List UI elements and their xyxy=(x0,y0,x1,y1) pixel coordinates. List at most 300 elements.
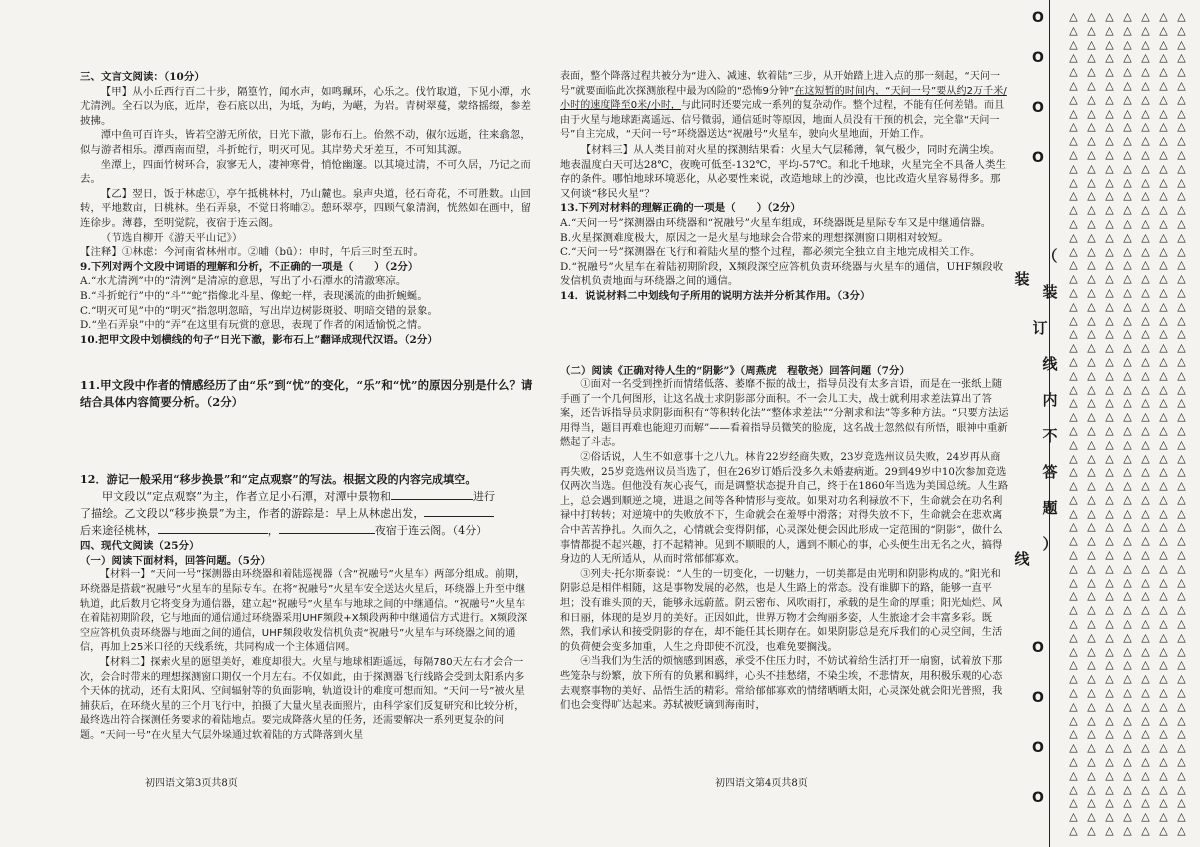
triangle-icon: △ xyxy=(1141,534,1150,548)
q12-line2-text: 了描绘。乙文段以“移步换景”为主，作者的游踪是：早上从林虑出发， xyxy=(80,507,425,521)
q12-line3-text-c: 夜宿于连云阁。（4分） xyxy=(374,524,488,538)
triangle-row xyxy=(1068,714,1200,728)
binding-circle-icon: O xyxy=(1032,100,1044,116)
triangle-icon: △ xyxy=(1087,492,1096,506)
triangle-icon: △ xyxy=(1087,644,1096,658)
triangle-row xyxy=(1068,631,1200,645)
triangle-icon: △ xyxy=(1123,824,1132,838)
triangle-icon: △ xyxy=(1159,396,1168,410)
triangle-icon: △ xyxy=(1159,451,1168,465)
triangle-icon: △ xyxy=(1087,244,1096,258)
triangle-icon: △ xyxy=(1069,65,1078,79)
triangle-icon: △ xyxy=(1123,713,1132,727)
triangle-icon: △ xyxy=(1105,741,1114,755)
triangle-icon: △ xyxy=(1123,51,1132,65)
triangle-icon: △ xyxy=(1123,465,1132,479)
triangle-row xyxy=(1068,507,1200,521)
question-13-option-c: C.“天问一号”探测器在飞行和着陆火星的整个过程，都必须完全独立自主地完成相关工作。 xyxy=(560,246,981,259)
right-column xyxy=(560,70,1010,714)
triangle-icon: △ xyxy=(1069,672,1078,686)
triangle-icon: △ xyxy=(1159,230,1168,244)
triangle-icon: △ xyxy=(1069,244,1078,258)
triangle-icon: △ xyxy=(1069,451,1078,465)
triangle-icon: △ xyxy=(1087,741,1096,755)
triangle-icon: △ xyxy=(1141,451,1150,465)
triangle-icon: △ xyxy=(1069,699,1078,713)
triangle-icon: △ xyxy=(1105,285,1114,299)
triangle-icon: △ xyxy=(1069,23,1078,37)
triangle-icon: △ xyxy=(1087,575,1096,589)
triangle-icon: △ xyxy=(1105,396,1114,410)
triangle-icon: △ xyxy=(1069,106,1078,120)
triangle-icon: △ xyxy=(1123,810,1132,824)
triangle-icon: △ xyxy=(1123,272,1132,286)
triangle-icon: △ xyxy=(1069,51,1078,65)
triangle-icon: △ xyxy=(1177,299,1186,313)
binding-text-ti: 题 xyxy=(1042,499,1058,517)
triangle-icon: △ xyxy=(1123,23,1132,37)
triangle-icon: △ xyxy=(1159,51,1168,65)
triangle-icon: △ xyxy=(1105,161,1114,175)
triangle-icon: △ xyxy=(1069,78,1078,92)
triangle-icon: △ xyxy=(1177,161,1186,175)
material-2-underlined-sentence: 在这短暂的时间内，“天问一号”要从约2万千米/小时的速度降至0米/小时， xyxy=(560,85,1007,112)
triangle-icon: △ xyxy=(1087,354,1096,368)
triangle-icon: △ xyxy=(1105,672,1114,686)
triangle-icon: △ xyxy=(1123,299,1132,313)
triangle-icon: △ xyxy=(1159,727,1168,741)
triangle-icon: △ xyxy=(1141,92,1150,106)
triangle-icon: △ xyxy=(1141,548,1150,562)
triangle-icon: △ xyxy=(1177,451,1186,465)
triangle-icon: △ xyxy=(1123,755,1132,769)
triangle-icon: △ xyxy=(1087,258,1096,272)
triangle-icon: △ xyxy=(1177,699,1186,713)
triangle-icon: △ xyxy=(1069,548,1078,562)
triangle-icon: △ xyxy=(1123,285,1132,299)
triangle-icon: △ xyxy=(1159,120,1168,134)
triangle-icon: △ xyxy=(1141,120,1150,134)
triangle-icon: △ xyxy=(1105,465,1114,479)
triangle-icon: △ xyxy=(1177,824,1186,838)
triangle-icon: △ xyxy=(1123,451,1132,465)
triangle-icon: △ xyxy=(1159,741,1168,755)
triangle-icon: △ xyxy=(1159,216,1168,230)
material-2-continued xyxy=(560,70,1010,143)
triangle-icon: △ xyxy=(1159,768,1168,782)
triangle-icon: △ xyxy=(1177,78,1186,92)
triangle-row xyxy=(1068,396,1200,410)
triangle-icon: △ xyxy=(1177,189,1186,203)
q12-line3-text-b: ， xyxy=(267,524,279,538)
triangle-icon: △ xyxy=(1177,10,1186,23)
triangle-icon: △ xyxy=(1123,617,1132,631)
triangle-icon: △ xyxy=(1087,589,1096,603)
triangle-icon: △ xyxy=(1141,506,1150,520)
triangle-icon: △ xyxy=(1141,78,1150,92)
triangle-icon: △ xyxy=(1141,741,1150,755)
triangle-row xyxy=(1068,824,1200,838)
triangle-icon: △ xyxy=(1105,727,1114,741)
triangle-row xyxy=(1068,479,1200,493)
triangle-icon: △ xyxy=(1177,120,1186,134)
triangle-row xyxy=(1068,493,1200,507)
triangle-icon: △ xyxy=(1159,506,1168,520)
material-1: 【材料一】“天问一号”探测器由环绕器和着陆巡视器（含“祝融号”火星车）两部分组成。前期，环绕器是搭载“祝融号”火星车的星际专车。在将“祝融号”火星车安全送达火星后，环绕器上升至中继轨道，此后数月它将变身为通信器，建立起“祝融号”火星车与地球之间的中继通信。“祝融号”火星车在着陆初期阶段，它与地面的通信通过环绕器采用UHF频段+X频段两种中继通信方式进行。X频段深空应答机负责环绕器与地面之间的通信，UHF频段收发信机负责“祝融号”火星车与环绕器之间的通信，再加上25米口径的天线系统，共同构成一个主体通信网。 xyxy=(80,569,528,654)
triangle-icon: △ xyxy=(1141,713,1150,727)
triangle-icon: △ xyxy=(1087,272,1096,286)
triangle-icon: △ xyxy=(1141,134,1150,148)
triangle-row xyxy=(1068,796,1200,810)
answer-space-14[interactable] xyxy=(560,304,1010,364)
right-page xyxy=(560,0,1010,847)
q12-blank-1[interactable] xyxy=(391,489,473,500)
triangle-icon: △ xyxy=(1123,161,1132,175)
triangle-row xyxy=(1068,369,1200,383)
question-12-stem: 12．游记一般采用“移步换景”和“定点观察”的写法。根据文段的内容完成填空。 xyxy=(80,473,477,487)
triangle-icon: △ xyxy=(1159,437,1168,451)
triangle-icon: △ xyxy=(1069,810,1078,824)
question-13-option-b: B.火星探测难度极大，原因之一是火星与地球会合带来的理想探测窗口期相对较短。 xyxy=(560,231,949,244)
triangle-icon: △ xyxy=(1141,658,1150,672)
question-9-stem: 9.下列对两个文段中词语的理解和分析，不正确的一项是（ ）（2分） xyxy=(80,260,419,273)
triangle-row xyxy=(1068,65,1200,79)
triangle-icon: △ xyxy=(1087,548,1096,562)
triangle-icon: △ xyxy=(1069,437,1078,451)
triangle-icon: △ xyxy=(1123,65,1132,79)
triangle-icon: △ xyxy=(1105,451,1114,465)
passage-jia-p1: 【甲】从小丘西行百二十步，隔篁竹，闻水声，如鸣珮环，心乐之。伐竹取道，下见小潭，水尤清洌。全石以为底，近岸，卷石底以出，为坻，为屿，为嵁，为岩。青树翠蔓，蒙络摇缀，参差披拂。 xyxy=(80,85,532,127)
triangle-row xyxy=(1068,327,1200,341)
triangle-icon: △ xyxy=(1177,423,1186,437)
triangle-icon: △ xyxy=(1159,189,1168,203)
triangle-row xyxy=(1068,286,1200,300)
triangle-icon: △ xyxy=(1069,313,1078,327)
triangle-icon: △ xyxy=(1159,368,1168,382)
triangle-icon: △ xyxy=(1177,796,1186,810)
triangle-icon: △ xyxy=(1087,672,1096,686)
triangle-icon: △ xyxy=(1123,203,1132,217)
triangle-icon: △ xyxy=(1159,686,1168,700)
triangle-icon: △ xyxy=(1123,589,1132,603)
triangle-icon: △ xyxy=(1105,120,1114,134)
binding-text-paren-close: ） xyxy=(1042,535,1058,553)
triangle-icon: △ xyxy=(1123,92,1132,106)
triangle-icon: △ xyxy=(1141,672,1150,686)
triangle-icon: △ xyxy=(1069,120,1078,134)
triangle-icon: △ xyxy=(1087,810,1096,824)
triangle-row xyxy=(1068,769,1200,783)
triangle-icon: △ xyxy=(1177,327,1186,341)
triangle-icon: △ xyxy=(1141,603,1150,617)
triangle-icon: △ xyxy=(1105,147,1114,161)
triangle-icon: △ xyxy=(1069,423,1078,437)
triangle-icon: △ xyxy=(1087,506,1096,520)
triangle-icon: △ xyxy=(1123,686,1132,700)
triangle-icon: △ xyxy=(1087,561,1096,575)
triangle-icon: △ xyxy=(1105,175,1114,189)
triangle-icon: △ xyxy=(1087,92,1096,106)
triangle-icon: △ xyxy=(1105,603,1114,617)
triangle-icon: △ xyxy=(1123,782,1132,796)
triangle-icon: △ xyxy=(1159,354,1168,368)
triangle-icon: △ xyxy=(1087,147,1096,161)
triangle-icon: △ xyxy=(1141,216,1150,230)
passage-jia-p2: 潭中鱼可百许头，皆若空游无所依，日光下澈，影布石上。佁然不动，俶尔远逝，往来翕忽，似与游者相乐。潭西南而望，斗折蛇行，明灭可见。其岸势犬牙差互，不可知其源。 xyxy=(80,129,531,156)
left-page-footer: 初四语文第3页共8页 xyxy=(145,778,238,789)
triangle-icon: △ xyxy=(1123,727,1132,741)
triangle-icon: △ xyxy=(1087,768,1096,782)
triangle-icon: △ xyxy=(1105,575,1114,589)
triangle-icon: △ xyxy=(1177,92,1186,106)
triangle-icon: △ xyxy=(1123,189,1132,203)
triangle-icon: △ xyxy=(1159,603,1168,617)
triangle-icon: △ xyxy=(1123,423,1132,437)
triangle-row xyxy=(1068,231,1200,245)
triangle-icon: △ xyxy=(1069,617,1078,631)
binding-text-da: 答 xyxy=(1042,463,1058,481)
triangle-icon: △ xyxy=(1141,589,1150,603)
q12-line1-text-a: 甲文段以“定点观察”为主，作者立足小石潭，对潭中景物和 xyxy=(102,490,391,504)
triangle-icon: △ xyxy=(1105,78,1114,92)
triangle-icon: △ xyxy=(1159,299,1168,313)
triangle-icon: △ xyxy=(1141,396,1150,410)
triangle-icon: △ xyxy=(1123,575,1132,589)
triangle-icon: △ xyxy=(1177,672,1186,686)
triangle-icon: △ xyxy=(1177,106,1186,120)
triangle-row xyxy=(1068,741,1200,755)
triangle-icon: △ xyxy=(1105,644,1114,658)
triangle-icon: △ xyxy=(1177,368,1186,382)
triangle-icon: △ xyxy=(1105,410,1114,424)
triangle-icon: △ xyxy=(1177,630,1186,644)
question-9-option-c: C.“明灭可见”中的“明灭”指忽明忽暗，写出岸边树影斑驳、明暗交错的景象。 xyxy=(80,304,438,317)
triangle-icon: △ xyxy=(1177,617,1186,631)
triangle-icon: △ xyxy=(1141,106,1150,120)
triangle-icon: △ xyxy=(1177,230,1186,244)
triangle-icon: △ xyxy=(1177,506,1186,520)
triangle-icon: △ xyxy=(1087,368,1096,382)
triangle-icon: △ xyxy=(1105,189,1114,203)
triangle-icon: △ xyxy=(1177,727,1186,741)
q12-blank-2[interactable] xyxy=(424,506,494,517)
triangle-icon: △ xyxy=(1177,479,1186,493)
triangle-icon: △ xyxy=(1141,617,1150,631)
question-12-line3 xyxy=(80,522,534,539)
triangle-icon: △ xyxy=(1123,768,1132,782)
triangle-row xyxy=(1068,341,1200,355)
triangle-icon: △ xyxy=(1141,354,1150,368)
triangle-icon: △ xyxy=(1105,272,1114,286)
triangle-icon: △ xyxy=(1105,382,1114,396)
triangle-icon: △ xyxy=(1069,92,1078,106)
triangle-row xyxy=(1068,589,1200,603)
triangle-icon: △ xyxy=(1069,561,1078,575)
triangle-icon: △ xyxy=(1105,686,1114,700)
triangle-icon: △ xyxy=(1123,672,1132,686)
triangle-row xyxy=(1068,176,1200,190)
binding-circle-icon: O xyxy=(1032,10,1044,26)
question-9-option-a: A.“水尤清洌”中的“清洌”是清凉的意思，写出了小石潭水的清澈寒凉。 xyxy=(80,275,407,288)
triangle-icon: △ xyxy=(1177,741,1186,755)
triangle-icon: △ xyxy=(1141,520,1150,534)
triangle-row xyxy=(1068,120,1200,134)
binding-text-nei: 内 xyxy=(1042,391,1058,409)
triangle-icon: △ xyxy=(1177,51,1186,65)
triangle-icon: △ xyxy=(1069,203,1078,217)
binding-circle-icon: O xyxy=(1032,150,1044,166)
triangle-icon: △ xyxy=(1087,423,1096,437)
triangle-icon: △ xyxy=(1159,382,1168,396)
triangle-icon: △ xyxy=(1123,258,1132,272)
triangle-icon: △ xyxy=(1087,10,1096,23)
triangle-icon: △ xyxy=(1105,506,1114,520)
triangle-icon: △ xyxy=(1069,755,1078,769)
question-13-option-d: D.“祝融号”火星车在着陆初期阶段，X频段深空应答机负责环绕器与火星车的通信，UHF频段收发信机负责地面与环绕器之间的通信。 xyxy=(560,260,1004,288)
triangle-icon: △ xyxy=(1087,134,1096,148)
triangle-icon: △ xyxy=(1105,134,1114,148)
triangle-icon: △ xyxy=(1105,810,1114,824)
triangle-icon: △ xyxy=(1087,534,1096,548)
triangle-icon: △ xyxy=(1123,341,1132,355)
triangle-icon: △ xyxy=(1087,285,1096,299)
triangle-icon: △ xyxy=(1159,147,1168,161)
triangle-icon: △ xyxy=(1159,10,1168,23)
triangle-icon: △ xyxy=(1123,313,1132,327)
triangle-icon: △ xyxy=(1087,327,1096,341)
binding-label-zhuang: 装 xyxy=(1014,270,1030,288)
triangle-icon: △ xyxy=(1087,175,1096,189)
q12-line1-text-b: 进行 xyxy=(472,490,496,504)
triangle-row xyxy=(1068,672,1200,686)
triangle-row xyxy=(1068,438,1200,452)
triangle-icon: △ xyxy=(1069,630,1078,644)
triangle-icon: △ xyxy=(1105,327,1114,341)
triangle-icon: △ xyxy=(1105,561,1114,575)
material-2: 【材料二】探索火星的愿望美好，难度却很大。火星与地球相距遥远，每隔780天左右才会合一次，会合时带来的理想探测窗口期仅一个月左右。不仅如此，由于探测器飞行线路会受到太阳系内多个天体的扰动，还有太阳风、空间辐射等的负面影响，轨道设计的难度可想而知。“天问一号”被火星捕获后，在环绕火星的三个月飞行中，拍摄了大量火星表面照片，由科学家们反复研究和比较分析，最终选出符合探测任务要求的着陆地点。要完成降落火星的任务，还需要解决一系列更复杂的问题。“天问一号”在火星大气层外垛通过软着陆的方式降落到火星 xyxy=(80,657,525,741)
triangle-icon: △ xyxy=(1087,23,1096,37)
triangle-icon: △ xyxy=(1069,741,1078,755)
triangle-icon: △ xyxy=(1159,699,1168,713)
triangle-icon: △ xyxy=(1141,644,1150,658)
triangle-icon: △ xyxy=(1159,65,1168,79)
triangle-icon: △ xyxy=(1177,575,1186,589)
triangle-icon: △ xyxy=(1087,382,1096,396)
triangle-icon: △ xyxy=(1159,203,1168,217)
triangle-icon: △ xyxy=(1177,810,1186,824)
triangle-icon: △ xyxy=(1159,575,1168,589)
triangle-icon: △ xyxy=(1123,699,1132,713)
triangle-icon: △ xyxy=(1087,658,1096,672)
section4-heading: 四、现代文阅读（25分） xyxy=(80,540,200,553)
triangle-icon: △ xyxy=(1159,548,1168,562)
triangle-icon: △ xyxy=(1159,492,1168,506)
triangle-icon: △ xyxy=(1159,658,1168,672)
triangle-icon: △ xyxy=(1177,216,1186,230)
triangle-icon: △ xyxy=(1159,313,1168,327)
triangle-icon: △ xyxy=(1105,782,1114,796)
left-page xyxy=(0,0,560,847)
triangle-icon: △ xyxy=(1159,617,1168,631)
triangle-icon: △ xyxy=(1123,520,1132,534)
triangle-icon: △ xyxy=(1123,534,1132,548)
triangle-icon: △ xyxy=(1069,410,1078,424)
triangle-icon: △ xyxy=(1105,354,1114,368)
triangle-icon: △ xyxy=(1159,106,1168,120)
triangle-icon: △ xyxy=(1105,203,1114,217)
triangle-icon: △ xyxy=(1159,479,1168,493)
triangle-icon: △ xyxy=(1177,437,1186,451)
triangle-icon: △ xyxy=(1105,630,1114,644)
question-12-line1 xyxy=(80,488,534,505)
triangle-icon: △ xyxy=(1069,147,1078,161)
answer-space-11[interactable] xyxy=(80,411,534,471)
q12-blank-3[interactable] xyxy=(158,523,268,534)
triangle-icon: △ xyxy=(1123,548,1132,562)
triangle-icon: △ xyxy=(1087,203,1096,217)
triangle-icon: △ xyxy=(1069,175,1078,189)
triangle-icon: △ xyxy=(1069,727,1078,741)
triangle-icon: △ xyxy=(1159,341,1168,355)
material-2-cont-a: 表面，整个降落过程共被分为“进入、减速、软着陆”三步，从开始踏上进入点的那一刻起，“天问一号”就要面临此次探测旅程中最为凶险的“恐怖9分钟” xyxy=(560,71,1001,97)
question-9-option-d: D.“坐石弄泉”中的“弄”在这里有玩赏的意思，表现了作者的闲适愉悦之情。 xyxy=(80,319,428,332)
triangle-icon: △ xyxy=(1177,37,1186,51)
triangle-icon: △ xyxy=(1141,341,1150,355)
triangle-icon: △ xyxy=(1087,630,1096,644)
triangle-icon: △ xyxy=(1069,782,1078,796)
triangle-icon: △ xyxy=(1123,479,1132,493)
triangle-icon: △ xyxy=(1177,258,1186,272)
triangle-icon: △ xyxy=(1087,755,1096,769)
q12-blank-4[interactable] xyxy=(279,523,375,534)
triangle-icon: △ xyxy=(1141,313,1150,327)
essay-paragraph-4: ④当我们为生活的烦恼感到困惑，承受不住压力时，不妨试着给生活打开一扇窗，试着放下那些笼杂与纷繁，放下所有的负累和羁绊，心头不挂愁绪，不染尘埃，不悲情灰，用积极乐观的心态去观察事物的美好、品悟生活的精彩。常给郁郁寡欢的情绪晒晒太阳，心灵深处就会阳光普照，我们也会变得旷达起来。苏轼被贬谪到海南时， xyxy=(560,656,1003,712)
triangle-icon: △ xyxy=(1105,437,1114,451)
essay-paragraph-1: ①面对一名受到挫折而情绪低落、萎靡不振的战士，指导员没有太多言语，而是在一张纸上随手画了一个几何图形，让这名战士求阴影部分面积。不一会儿工夫，战士就利用求差法算出了答案，还告诉指导员求阴影面积有“等积转化法”“整体求差法”“分割求和法”等多种方法。“只要方法运用得当，题目再难也能迎刃而解”——看着指导员微笑的脸庞，这名战士忽然似有所悟，眼神中重新燃起了斗志。 xyxy=(560,379,1009,449)
triangle-icon: △ xyxy=(1105,37,1114,51)
triangle-icon: △ xyxy=(1159,285,1168,299)
triangle-row xyxy=(1068,465,1200,479)
triangle-icon: △ xyxy=(1123,630,1132,644)
triangle-icon: △ xyxy=(1123,354,1132,368)
triangle-icon: △ xyxy=(1087,106,1096,120)
binding-text-ding: 订 xyxy=(1032,319,1048,337)
triangle-icon: △ xyxy=(1177,465,1186,479)
triangle-icon: △ xyxy=(1141,37,1150,51)
triangle-icon: △ xyxy=(1141,230,1150,244)
triangle-icon: △ xyxy=(1141,423,1150,437)
answer-space-10[interactable] xyxy=(80,347,534,377)
triangle-icon: △ xyxy=(1087,65,1096,79)
triangle-icon: △ xyxy=(1087,699,1096,713)
triangle-icon: △ xyxy=(1087,796,1096,810)
triangle-row xyxy=(1068,314,1200,328)
triangle-row xyxy=(1068,148,1200,162)
triangle-icon: △ xyxy=(1123,658,1132,672)
triangle-icon: △ xyxy=(1069,285,1078,299)
material-2-cont-b: 与此同时还要完成一系列的复杂动作。整个过程，不能有任何差错。而且由于火星与地球距离遥远、信号微弱，通信延时等原因，地面人员没有干预的机会，完全靠“天问一号”自主完成，“天问一号”环绕器送达“祝融号”火星车，驶向火星地面，开始工作。 xyxy=(560,100,1005,141)
triangle-icon: △ xyxy=(1159,810,1168,824)
triangle-icon: △ xyxy=(1159,644,1168,658)
triangle-icon: △ xyxy=(1087,479,1096,493)
triangle-icon: △ xyxy=(1105,313,1114,327)
triangle-icon: △ xyxy=(1177,147,1186,161)
triangle-row xyxy=(1068,203,1200,217)
triangle-icon: △ xyxy=(1069,161,1078,175)
triangle-icon: △ xyxy=(1069,258,1078,272)
triangle-icon: △ xyxy=(1069,10,1078,23)
triangle-icon: △ xyxy=(1159,410,1168,424)
